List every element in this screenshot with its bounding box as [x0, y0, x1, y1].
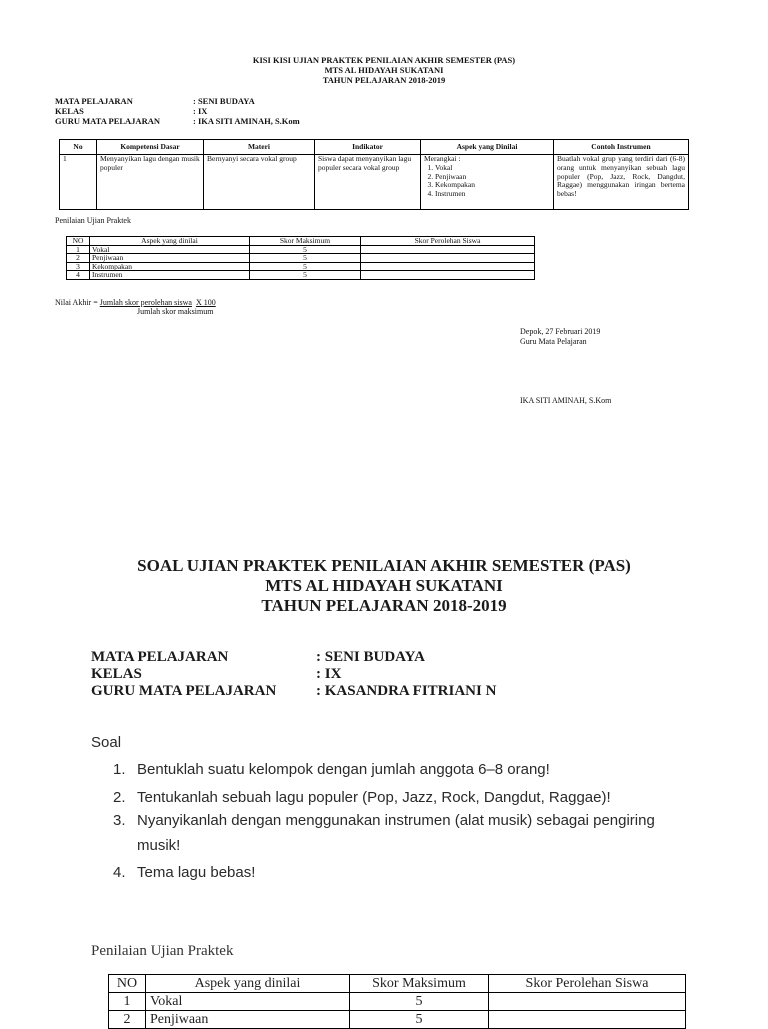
col-header: NO — [109, 975, 146, 993]
soal-item — [113, 864, 255, 881]
soal-text: Bentuklah suatu kelompok dengan jumlah anggota 6–8 orang! — [137, 761, 550, 778]
table-header-row — [109, 975, 686, 993]
soal-num: 4. — [113, 864, 126, 881]
table-row — [67, 254, 535, 263]
col-header: Skor Maksimum — [350, 975, 489, 993]
soal-item — [113, 812, 655, 829]
signature-block — [520, 327, 600, 347]
cell-no: 1 — [109, 993, 146, 1011]
col-header: Aspek yang Dinilai — [421, 140, 554, 155]
table-header-row — [67, 237, 535, 246]
kisi-title-line: TAHUN PELAJARAN 2018-2019 — [322, 75, 446, 85]
col-header: Contoh Instrumen — [554, 140, 689, 155]
soal-num: 2. — [113, 789, 126, 806]
aspek-item: 3. Kekompakan — [435, 181, 550, 190]
cell-aspek: Penjiwaan — [146, 1011, 350, 1029]
meta-label: GURU MATA PELAJARAN — [91, 683, 277, 699]
kisi-table — [59, 139, 689, 210]
place-date: Depok, 27 Februari 2019 — [520, 327, 601, 336]
col-header: Skor Perolehan Siswa — [361, 237, 535, 246]
table-row — [67, 245, 535, 254]
cell-perolehan — [361, 254, 535, 263]
cell-aspek: Instrumen — [90, 271, 250, 280]
cell-kd: Menyanyikan lagu dengan musik populer — [97, 155, 204, 210]
soal-item — [113, 837, 180, 854]
col-header: Materi — [204, 140, 315, 155]
meta-value: : IX — [316, 666, 342, 682]
soal-item — [113, 761, 550, 778]
meta-value: : IX — [193, 106, 208, 116]
soal-title-line: SOAL UJIAN PRAKTEK PENILAIAN AKHIR SEMESTER (PAS) — [137, 556, 631, 575]
signer-role: Guru Mata Pelajaran — [520, 337, 587, 346]
soal-title-line: TAHUN PELAJARAN 2018-2019 — [261, 596, 507, 615]
soal-title — [0, 556, 768, 616]
cell-aspek: Penjiwaan — [90, 254, 250, 263]
cell-indikator: Siswa dapat menyanyikan lagu populer secara vokal group — [315, 155, 421, 210]
col-header: Aspek yang dinilai — [90, 237, 250, 246]
soal-text: Tentukanlah sebuah lagu populer (Pop, Jazz, Rock, Dangdut, Raggae)! — [137, 789, 611, 806]
cell-skor: 5 — [250, 245, 361, 254]
nilai-numerator: Jumlah skor perolehan siswa — [99, 298, 192, 307]
cell-skor: 5 — [350, 1011, 489, 1029]
nilai-multiplier: X 100 — [195, 298, 216, 307]
col-header: Skor Perolehan Siswa — [489, 975, 686, 993]
cell-no: 1 — [67, 245, 90, 254]
meta-label: KELAS — [91, 666, 142, 682]
soal-text: musik! — [137, 837, 181, 854]
cell-skor: 5 — [350, 993, 489, 1011]
cell-perolehan — [361, 245, 535, 254]
cell-no: 1 — [60, 155, 97, 210]
cell-aspek — [421, 155, 554, 210]
soal-title-line: MTS AL HIDAYAH SUKATANI — [265, 576, 503, 595]
cell-skor: 5 — [250, 262, 361, 271]
aspek-item: 1. Vokal — [435, 164, 550, 173]
col-header: Kompetensi Dasar — [97, 140, 204, 155]
kisi-title-line: KISI KISI UJIAN PRAKTEK PENILAIAN AKHIR SEMESTER (PAS) — [252, 55, 516, 65]
nilai-label: Nilai Akhir = — [55, 298, 100, 307]
meta-label: MATA PELAJARAN — [91, 649, 229, 665]
cell-perolehan — [361, 262, 535, 271]
table-row — [67, 262, 535, 271]
meta-value: : KASANDRA FITRIANI N — [316, 683, 497, 699]
cell-no: 4 — [67, 271, 90, 280]
cell-aspek: Kekompakan — [90, 262, 250, 271]
meta-value: : IKA SITI AMINAH, S.Kom — [193, 116, 300, 126]
meta-value: : SENI BUDAYA — [193, 96, 255, 106]
table-row — [109, 1011, 686, 1029]
table-row — [60, 155, 689, 210]
cell-perolehan — [361, 271, 535, 280]
cell-no: 2 — [109, 1011, 146, 1029]
soal-heading: Soal — [91, 734, 122, 751]
soal-text: Tema lagu bebas! — [137, 864, 256, 881]
soal-penilaian-title: Penilaian Ujian Praktek — [91, 943, 234, 959]
soal-meta — [91, 649, 496, 700]
meta-label: KELAS — [55, 106, 84, 116]
aspek-item: 2. Penjiwaan — [435, 173, 550, 182]
meta-value: : SENI BUDAYA — [316, 649, 425, 665]
aspek-intro: Merangkai : — [424, 154, 461, 163]
meta-label: MATA PELAJARAN — [55, 96, 133, 106]
penilaian-title: Penilaian Ujian Praktek — [55, 216, 131, 225]
kisi-title — [0, 55, 768, 85]
soal-text: Nyanyikanlah dengan menggunakan instrumen (alat musik) sebagai pengiring — [137, 812, 655, 829]
table-row — [109, 993, 686, 1011]
cell-skor: 5 — [250, 271, 361, 280]
meta-label: GURU MATA PELAJARAN — [55, 116, 160, 126]
soal-item — [113, 789, 611, 806]
nilai-denominator: Jumlah skor maksimum — [137, 307, 214, 316]
cell-perolehan — [489, 1011, 686, 1029]
kisi-title-line: MTS AL HIDAYAH SUKATANI — [324, 65, 444, 75]
cell-contoh: Buatlah vokal grup yang terdiri dari (6-8) orang untuk menyanyikan sebuah lagu populer (Pop, Jazz, Rock, Dangdut, Raggae) menggunakan iringan bertema bebas! — [554, 155, 689, 210]
cell-materi: Bernyanyi secara vokal group — [204, 155, 315, 210]
aspek-item: 4. Instrumen — [435, 190, 550, 199]
soal-penilaian-table — [108, 974, 686, 1029]
cell-no: 3 — [67, 262, 90, 271]
col-header: NO — [67, 237, 90, 246]
signer-name: IKA SITI AMINAH, S.Kom — [520, 396, 612, 405]
soal-num: 3. — [113, 812, 126, 829]
soal-num: 1. — [113, 761, 126, 778]
col-header: Aspek yang dinilai — [146, 975, 350, 993]
cell-skor: 5 — [250, 254, 361, 263]
col-header: Skor Maksimum — [250, 237, 361, 246]
cell-aspek: Vokal — [90, 245, 250, 254]
kisi-meta — [55, 96, 300, 126]
table-header-row — [60, 140, 689, 155]
cell-perolehan — [489, 993, 686, 1011]
cell-aspek: Vokal — [146, 993, 350, 1011]
penilaian-table — [66, 236, 535, 280]
table-row — [67, 271, 535, 280]
col-header: No — [60, 140, 97, 155]
col-header: Indikator — [315, 140, 421, 155]
cell-no: 2 — [67, 254, 90, 263]
